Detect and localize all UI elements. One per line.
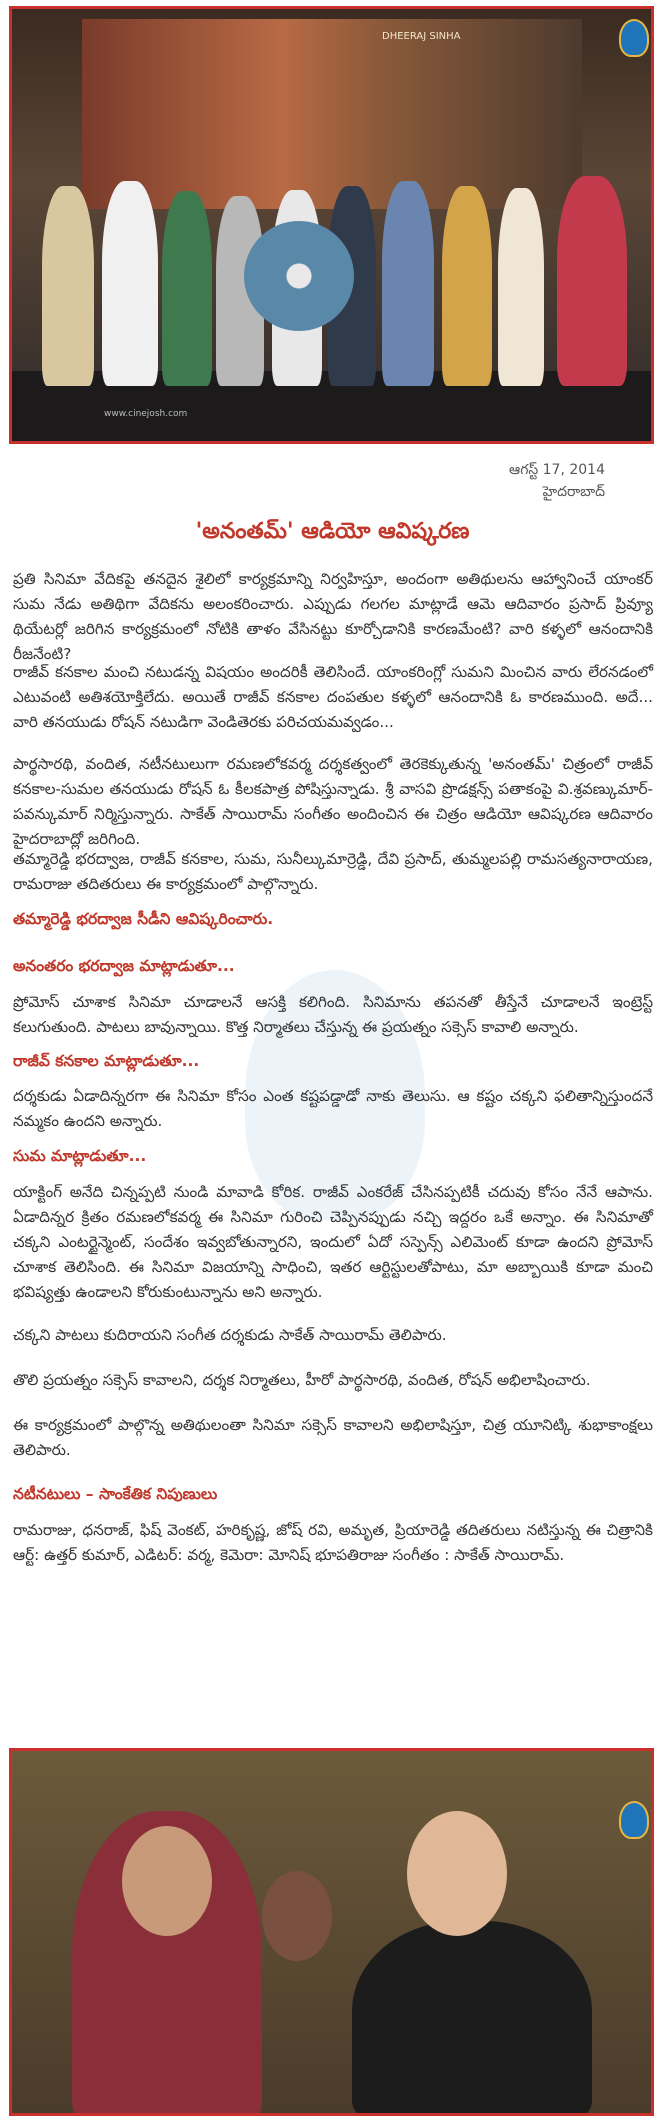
- intro-paragraph: తమ్మారెడ్డి భరద్వాజ, రాజీవ్ కనకాల, సుమ, సునీల్కుమార్రెడ్డి, దేవి ప్రసాద్, తుమ్మలపల్లి రామసత్యనారాయణ, రామరాజు తదితరులు ఈ కార్యక్రమంలో పాల్గొన్నారు.: [13, 850, 653, 893]
- guest-figure: [498, 188, 544, 386]
- guest-figure: [42, 186, 94, 386]
- section-text: ప్రోమోస్ చూశాక సినిమా చూడాలనే ఆసక్తి కలిగింది. సినిమాను తపనతో తీస్తేనే చూడాలనే ఇంట్రెస్ట్ కలుగుతుంది. పాటలు బావున్నాయి. కొత్త నిర్మాతలు చేస్తున్న ఈ ప్రయత్నం సక్సెస్ కావాలి అన్నారు.: [13, 993, 653, 1036]
- movie-poster-backdrop: [82, 19, 582, 209]
- site-logo-icon: [619, 1801, 649, 1839]
- section-heading: తమ్మారెడ్డి భరద్వాజ సీడీని ఆవిష్కరించారు.: [13, 910, 274, 928]
- photo-watermark: www.cinejosh.com: [104, 409, 188, 419]
- guest-figure: [162, 191, 212, 386]
- closing-paragraph: ఈ కార్యక్రమంలో పాల్గొన్న అతిథులంతా సినిమా సక్సెస్ కావాలని అభిలాషిస్తూ, చిత్ర యూనిట్కి శుభాకాంక్షలు తెలిపారు.: [13, 1416, 653, 1459]
- site-logo-icon: [619, 19, 649, 57]
- intro-paragraph: ప్రతి సినిమా వేదికపై తనదైన శైలిలో కార్యక్రమాన్ని నిర్వహిస్తూ, అందంగా అతిథులను ఆహ్వానించే యాంకర్ సుమ నేడు అతిథిగా వేదికను అలంకరించారు. ఎప్పుడు గలగల మాట్లాడే ఆమె ఆదివారం ప్రసాద్ ప్రివ్యూ థియేటర్లో జరిగిన కార్యక్రమంలో నోటికి తాళం వేసినట్టు కూర్చోడానికి కారణమేంటి? వారి కళ్ళలో ఆనందానికి రీజనేంటి?: [13, 570, 653, 663]
- poster-credit-text: DHEERAJ SINHA: [382, 31, 461, 42]
- section-text: యాక్టింగ్ అనేది చిన్నప్పటి నుండి మావాడి కోరిక. రాజీవ్ ఎంకరేజ్ చేసినప్పటికీ చదువు కోసం నేనే ఆపాను. ఏడాదిన్నర క్రితం రమణలోకవర్మ ఈ సినిమా గురించి చెప్పినప్పుడు నచ్చి ఇద్దరం ఒకే అన్నాం. ఈ సినిమాతో చక్కని ఎంటర్టైన్మెంట్, సందేశం ఇవ్వబోతున్నారని, ఇందులో ఏదో సస్పెన్స్ ఎలిమెంట్ కూడా ఉందని ప్రోమోస్ చూశాక తెలిసింది. ఈ సినిమా విజయాన్ని సాధించి, ఇతర ఆర్టిస్టులతోపాటు, మా అబ్బాయికి కూడా మంచి భవిష్యత్తు ఉండాలని కోరుకుంటున్నాను అని అన్నారు.: [13, 1183, 653, 1301]
- man-face: [122, 1826, 212, 1936]
- top-event-photo: [9, 6, 654, 444]
- credits-text: రామరాజు, ధనరాజ్, ఫిష్ వెంకట్, హరికృష్ణ, జోష్ రవి, అమృత, ప్రియారెడ్డి తదితరులు నటిస్తున్న ఈ చిత్రానికి ఆర్ట్: ఉత్తర్ కుమార్, ఎడిటర్: వర్మ, కెమెరా: మోనిష్ భూపతిరాజు సంగీతం : సాకేత్ సాయిరామ్.: [13, 1521, 653, 1564]
- guest-figure: [102, 181, 158, 386]
- guest-figure: [382, 181, 434, 386]
- section-heading: అనంతరం భరద్వాజ మాట్లాడుతూ...: [13, 957, 235, 975]
- bottom-event-photo: [9, 1748, 654, 2116]
- woman-figure: [352, 1921, 592, 2116]
- guest-figure: [557, 176, 627, 386]
- publish-date: ఆగస్ట్ 17, 2014: [509, 462, 605, 478]
- closing-paragraph: తొలి ప్రయత్నం సక్సెస్ కావాలని, దర్శక నిర్మాతలు, హీరో పార్థసారథి, వందిత, రోషన్ అభిలాషించారు.: [13, 1371, 591, 1389]
- guest-figure: [442, 186, 492, 386]
- section-heading: సుమ మాట్లాడుతూ...: [13, 1147, 147, 1165]
- intro-paragraph: రాజీవ్ కనకాల మంచి నటుడన్న విషయం అందరికీ తెలిసిందే. యాంకరింగ్లో సుమని మించిన వారు లేరనడంలో ఎటువంటి అతిశయోక్తిలేదు. అయితే రాజీవ్ కనకాల దంపతుల కళ్ళలో ఆనందానికి ఓ కారణముంది. అదే... వారి తనయుడు రోషన్ నటుడిగా వెండితెరకు పరిచయమవ్వడం...: [13, 663, 653, 731]
- closing-paragraph: చక్కని పాటలు కుదిరాయని సంగీత దర్శకుడు సాకేత్ సాయిరామ్ తెలిపారు.: [13, 1326, 447, 1344]
- credits-heading: నటీనటులు – సాంకేతిక నిపుణులు: [13, 1485, 218, 1503]
- section-text: దర్శకుడు ఏడాదిన్నరగా ఈ సినిమా కోసం ఎంత కష్టపడ్డాడో నాకు తెలుసు. ఆ కష్టం చక్కని ఫలితాన్నిస్తుందనే నమ్మకం ఉందని అన్నారు.: [13, 1087, 653, 1130]
- section-heading: రాజీవ్ కనకాల మాట్లాడుతూ...: [13, 1052, 200, 1070]
- publish-place: హైదరాబాద్: [542, 484, 605, 500]
- boy-face: [262, 1871, 332, 1961]
- audio-cd-disc: [244, 221, 354, 331]
- woman-face: [407, 1811, 507, 1936]
- intro-paragraph: పార్థసారథి, వందిత, నటీనటులుగా రమణలోకవర్మ దర్శకత్వంలో తెరకెక్కుతున్న 'అనంతమ్' చిత్రంలో రాజీవ్ కనకాల-సుమల తనయుడు రోషన్ ఓ కీలకపాత్ర పోషిస్తున్నాడు. శ్రీ వాసవి ప్రొడక్షన్స్ పతాకంపై వి.శ్రవణ్కుమార్-పవన్కుమార్ నిర్మిస్తున్నారు. సాకేత్ సాయిరామ్ సంగీతం అందించిన ఈ చిత్రం ఆడియో ఆవిష్కరణ ఆదివారం హైదరాబాద్లో జరిగింది.: [13, 755, 653, 848]
- article-headline: 'అనంతమ్' ఆడియో ఆవిష్కరణ: [195, 519, 470, 544]
